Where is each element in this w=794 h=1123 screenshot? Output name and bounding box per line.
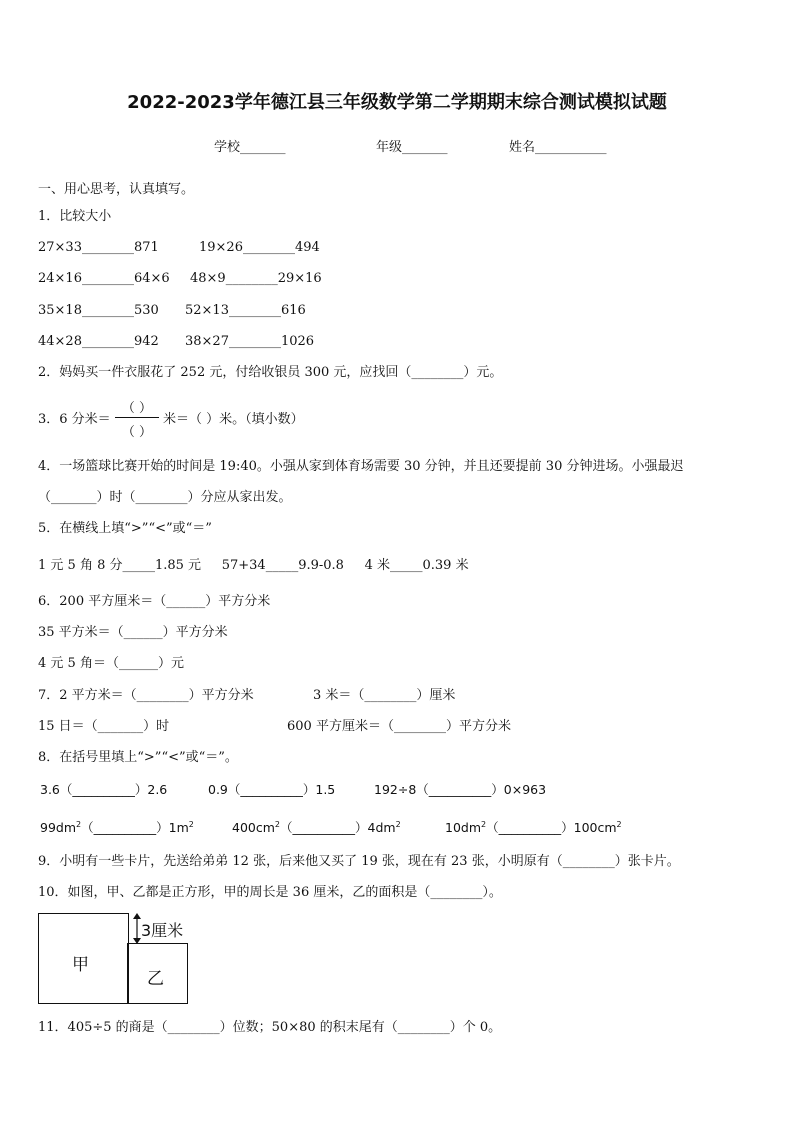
superscript: 2 [616,819,622,829]
label-yi: 乙 [147,969,164,989]
q3-prefix: 3．6 分米＝ [38,412,111,427]
q1-r1-a: 27×33________871 [38,240,159,255]
q1-r3-b: 52×13________616 [185,303,306,318]
q3-numerator: （ ） [121,401,153,416]
q6-line3: 4 元 5 角＝（______）元 [38,656,184,671]
dimension-label: 3厘米 [141,921,184,940]
q9: 9．小明有一些卡片，先送给弟弟 12 张，后来他又买了 19 张，现在有 23 张，小明原有（________）张卡片。 [38,854,680,869]
q8-r2-b-right: （__________）4dm [280,820,396,835]
name-field: 姓名___________ [509,140,607,155]
label-jia: 甲 [72,955,89,975]
q8-r2-b [232,820,401,836]
section-heading: 一、用心思考，认真填写。 [38,182,195,197]
q11: 11．405÷5 的商是（________）位数；50×80 的积末尾有（________）个 0。 [38,1020,502,1035]
superscript: 2 [395,819,401,829]
school-field: 学校_______ [214,140,286,155]
q4-line1: 4．一场篮球比赛开始的时间是 19:40。小强从家到体育场需要 30 分钟，并且还要提前 30 分钟进场。小强最迟 [38,459,684,474]
q8-r2-c [445,820,622,836]
q8-r2-c-right: （__________）100cm [486,820,617,835]
q1-r4-b: 38×27________1026 [185,334,315,349]
q8-r2-c-left: 10dm [445,820,482,835]
q3-denominator: （ ） [121,425,153,440]
q4-line2: （_______）时（________）分应从家出发。 [38,490,292,505]
q1-r2-a: 24×16________64×6 [38,271,170,286]
q8-r2-a-right: （__________）1m [81,820,189,835]
q3-suffix: 米＝（ ）米。（填小数） [163,412,304,427]
q5-heading: 5．在横线上填“>”“<”或“＝” [38,521,212,536]
q1-r2-b: 48×9________29×16 [190,271,322,286]
q7-d: 600 平方厘米＝（________）平方分米 [287,719,511,734]
q8-r1-a: 3.6（__________）2.6 [40,782,168,797]
q2: 2．妈妈买一件衣服花了 252 元，付给收银员 300 元，应找回（________）元。 [38,365,503,380]
q8-r2-a-left: 99dm [40,820,77,835]
fraction-bar [115,417,159,418]
superscript: 2 [76,819,82,829]
q7-b: 3 米＝（________）厘米 [313,688,456,703]
q1-r1-b: 19×26________494 [199,240,320,255]
q1-r3-a: 35×18________530 [38,303,159,318]
page-title: 2022-2023学年德江县三年级数学第二学期期末综合测试模拟试题 [127,92,667,113]
superscript: 2 [481,819,487,829]
grade-field: 年级_______ [376,140,448,155]
q7-a: 7．2 平方米＝（________）平方分米 [38,688,254,703]
q8-r2-a [40,820,194,836]
q7-c: 15 日＝（_______）时 [38,719,170,734]
q1-heading: 1．比较大小 [38,209,112,224]
q8-r1-c: 192÷8（__________）0×963 [374,782,547,797]
q6-line2: 35 平方米＝（______）平方分米 [38,625,228,640]
q8-r2-b-left: 400cm [232,820,275,835]
superscript: 2 [274,819,281,829]
q8-r1-b: 0.9（__________）1.5 [208,782,336,797]
q3-fraction [113,395,161,443]
q1-r4-a: 44×28________942 [38,334,159,349]
superscript: 2 [188,819,194,829]
q10: 10．如图，甲、乙都是正方形，甲的周长是 36 厘米，乙的面积是（________）。 [38,885,502,900]
q5-row: 1 元 5 角 8 分_____1.85 元 57+34_____9.9-0.8 4 米_____0.39 米 [38,558,469,573]
q6-line1: 6．200 平方厘米＝（______）平方分米 [38,594,271,609]
q8-heading: 8．在括号里填上“>”“<”或“＝”。 [38,750,238,765]
